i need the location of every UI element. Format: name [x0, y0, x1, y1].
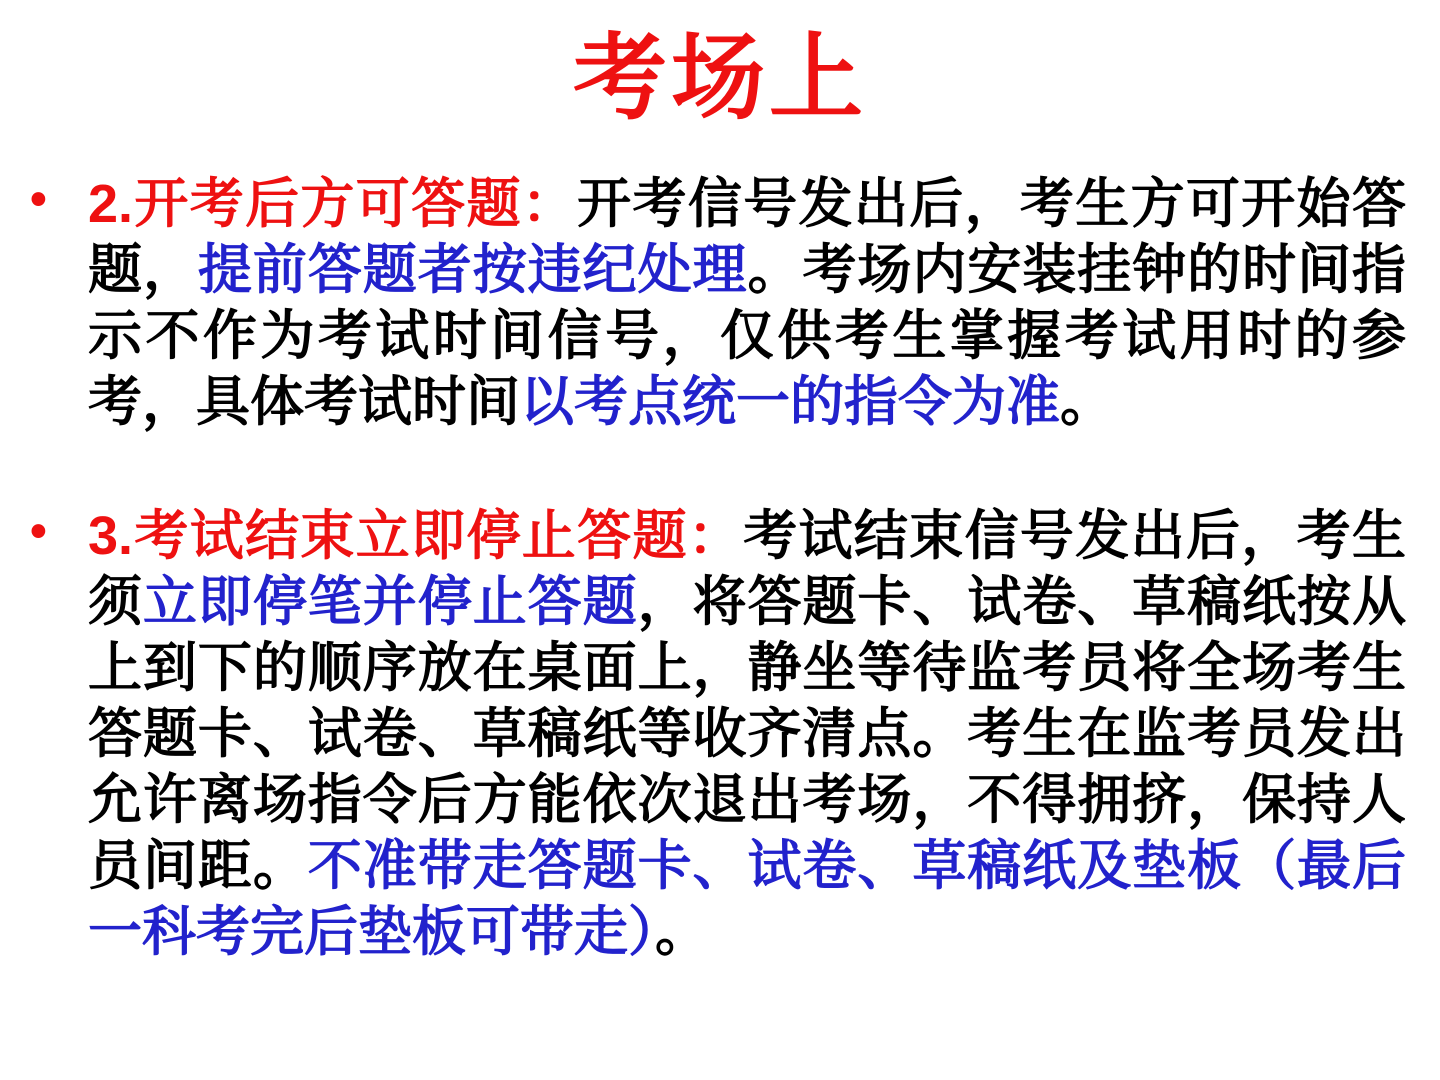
bullet-marker: •	[30, 505, 47, 559]
bullet-marker: •	[30, 173, 47, 227]
emphasis-segment: 以考点统一的指令为准	[520, 372, 1060, 433]
bullet-item-rule3	[0, 503, 1406, 965]
rule2-heading: 2.开考后方可答题：	[88, 174, 578, 235]
emphasis-segment: 提前答题者按违纪处理	[197, 240, 748, 301]
text-segment: 考试结束信号发出后，考生须	[88, 506, 1406, 633]
text-segment: 。	[1060, 372, 1114, 433]
bullet-list	[0, 171, 1440, 965]
slide-title: 考场上	[572, 25, 867, 130]
text-segment: 开考信号发出后，考生方可开始答题，	[88, 174, 1406, 301]
emphasis-segment: 立即停笔并停止答题	[142, 572, 638, 633]
text-segment: 。考场内安装挂钟的时间指示不作为考试时间信号，仅供考生掌握考试用时的参考，具体考试时间	[88, 240, 1407, 433]
bullet-item-rule2	[0, 171, 1406, 435]
text-segment: ，将答题卡、试卷、草稿纸按从上到下的顺序放在桌面上，静坐等待监考员将全场考生答题卡、试卷、草稿纸等收齐清点。考生在监考员发出允许离场指令后方能依次退出考场，不得拥挤，保持人员间距。	[88, 572, 1407, 897]
text-segment: 。	[655, 902, 709, 963]
emphasis-segment: 不准带走答题卡、试卷、草稿纸及垫板（最后一科考完后垫板可带走）	[88, 836, 1407, 963]
rule3-heading: 3.考试结束立即停止答题：	[88, 506, 744, 567]
